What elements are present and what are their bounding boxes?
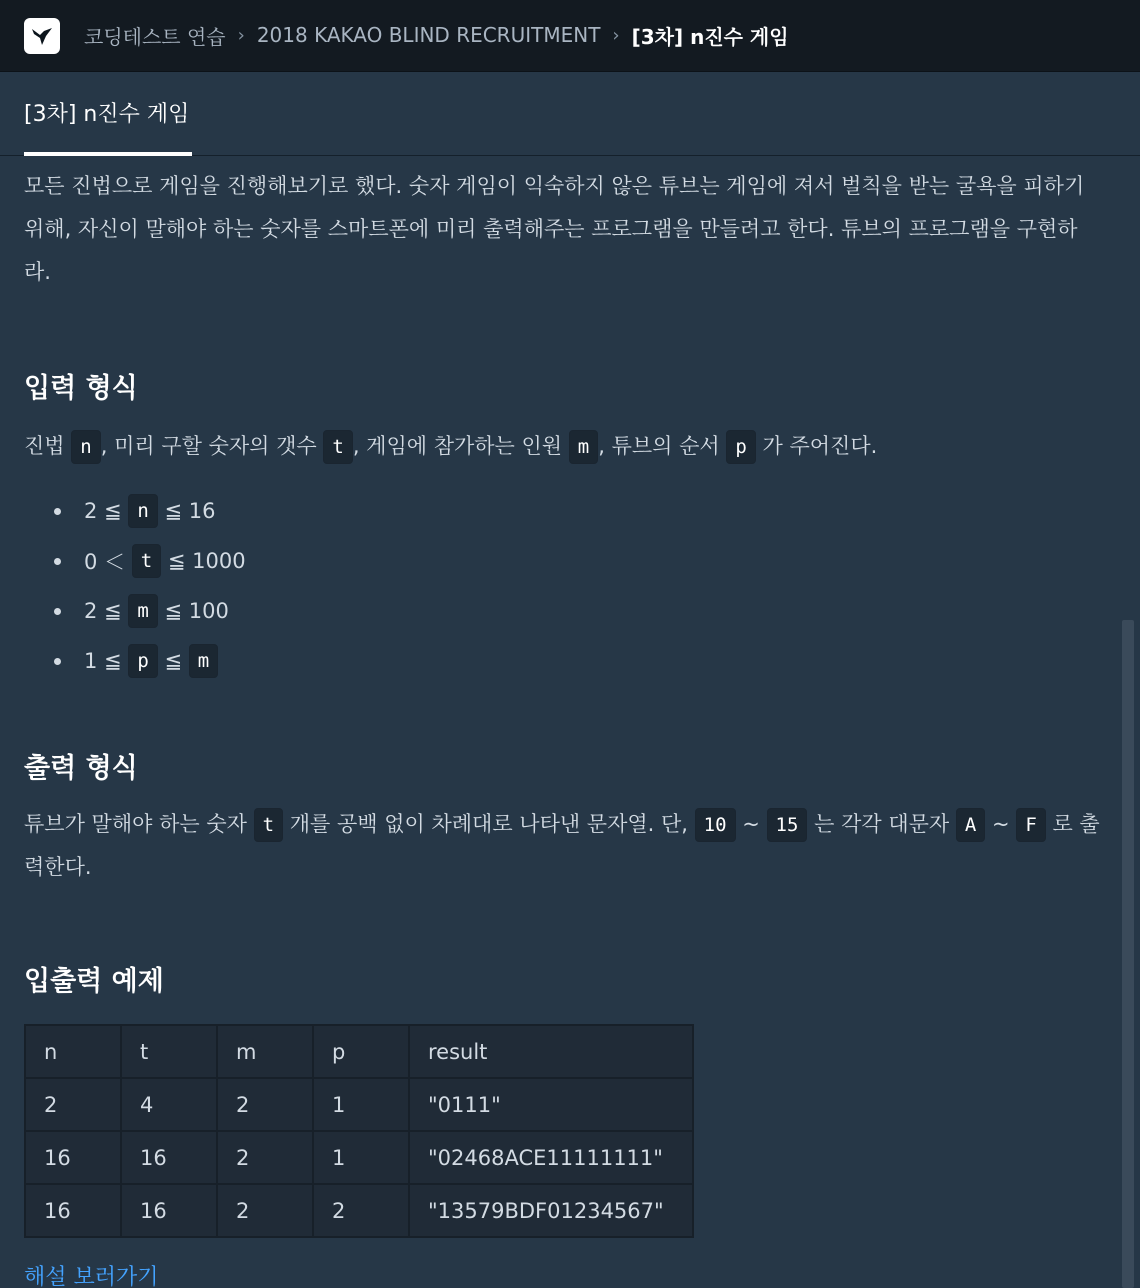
text: 로 출력한다. bbox=[24, 812, 1100, 879]
vertical-scrollbar[interactable] bbox=[1122, 620, 1134, 1288]
text: ~ bbox=[742, 812, 760, 836]
table-cell: 1 bbox=[313, 1131, 409, 1184]
list-item bbox=[24, 486, 1104, 536]
text: 개를 공백 없이 차례대로 나타낸 문자열. 단, bbox=[289, 812, 688, 836]
text: ≦ bbox=[164, 649, 183, 673]
code-m: m bbox=[189, 644, 218, 678]
code-t: t bbox=[132, 544, 161, 578]
text: ≦ 1000 bbox=[167, 549, 246, 573]
column-header: result bbox=[409, 1025, 693, 1078]
programmers-logo-icon[interactable] bbox=[24, 18, 60, 54]
column-header: t bbox=[121, 1025, 217, 1078]
table-cell: 2 bbox=[313, 1184, 409, 1237]
code-p: p bbox=[726, 430, 755, 464]
text: ~ bbox=[992, 812, 1010, 836]
table-cell: 16 bbox=[121, 1184, 217, 1237]
table-cell: 2 bbox=[217, 1078, 313, 1131]
output-format-description bbox=[24, 803, 1104, 889]
text: 1 ≦ bbox=[84, 649, 122, 673]
top-navigation-bar bbox=[0, 0, 1140, 72]
table-row bbox=[25, 1131, 693, 1184]
text: 진법 bbox=[24, 434, 65, 458]
breadcrumb bbox=[84, 0, 789, 70]
table-cell: 1 bbox=[313, 1078, 409, 1131]
problem-tab-bar bbox=[0, 72, 1140, 156]
code-n: n bbox=[128, 494, 157, 528]
examples-heading: 입출력 예제 bbox=[24, 966, 164, 997]
table-cell: "13579BDF01234567" bbox=[409, 1184, 693, 1237]
tab-problem[interactable]: [3차] n진수 게임 bbox=[24, 72, 192, 156]
table-cell: "02468ACE11111111" bbox=[409, 1131, 693, 1184]
text: 튜브가 말해야 하는 숫자 bbox=[24, 812, 247, 836]
list-item bbox=[24, 586, 1104, 636]
text: ≦ 16 bbox=[164, 499, 216, 523]
output-format-heading: 출력 형식 bbox=[24, 753, 138, 784]
breadcrumb-item-kakao[interactable]: 2018 KAKAO BLIND RECRUITMENT bbox=[256, 23, 601, 47]
table-cell: 2 bbox=[217, 1131, 313, 1184]
intro-paragraph: 모든 진법으로 게임을 진행해보기로 했다. 숫자 게임이 익숙하지 않은 튜브는 게임에 져서 벌칙을 받는 굴욕을 피하기 위해, 자신이 말해야 하는 숫자를 스마트폰에 미리 출력해주는 프로그램을 만들려고 한다. 튜브의 프로그램을 구현하라. bbox=[24, 174, 1085, 284]
chevron-right-icon: › bbox=[237, 24, 245, 46]
breadcrumb-item-coding-test[interactable]: 코딩테스트 연습 bbox=[84, 24, 226, 49]
problem-description bbox=[24, 156, 1104, 1288]
table-cell: 16 bbox=[25, 1131, 121, 1184]
code-p: p bbox=[128, 644, 157, 678]
text: 2 ≦ bbox=[84, 599, 122, 623]
code-F: F bbox=[1016, 808, 1045, 842]
text: , 미리 구할 숫자의 갯수 bbox=[100, 434, 317, 458]
text: ≦ 100 bbox=[164, 599, 229, 623]
breadcrumb-item-current: [3차] n진수 게임 bbox=[631, 24, 789, 49]
code-10: 10 bbox=[695, 808, 736, 842]
code-n: n bbox=[71, 430, 100, 464]
table-row bbox=[25, 1078, 693, 1131]
table-cell: "0111" bbox=[409, 1078, 693, 1131]
text: 는 각각 대문자 bbox=[814, 812, 950, 836]
chevron-right-icon: › bbox=[612, 24, 620, 46]
code-t: t bbox=[323, 430, 352, 464]
table-row bbox=[25, 1184, 693, 1237]
list-item bbox=[24, 536, 1104, 586]
code-A: A bbox=[956, 808, 985, 842]
examples-table bbox=[24, 1024, 694, 1238]
table-cell: 4 bbox=[121, 1078, 217, 1131]
text: 가 주어진다. bbox=[755, 434, 878, 458]
constraint-list bbox=[24, 486, 1104, 686]
list-item bbox=[24, 636, 1104, 686]
code-15: 15 bbox=[767, 808, 808, 842]
input-format-heading: 입력 형식 bbox=[24, 373, 138, 404]
solution-link[interactable]: 해설 보러가기 bbox=[24, 1265, 159, 1288]
solution-link-container bbox=[24, 1260, 1104, 1288]
table-cell: 16 bbox=[121, 1131, 217, 1184]
code-m: m bbox=[569, 430, 598, 464]
column-header: n bbox=[25, 1025, 121, 1078]
text: , 튜브의 순서 bbox=[598, 434, 720, 458]
text: 2 ≦ bbox=[84, 499, 122, 523]
input-format-description bbox=[24, 425, 1104, 468]
column-header: p bbox=[313, 1025, 409, 1078]
text: 0 ＜ bbox=[84, 550, 126, 574]
table-header-row bbox=[25, 1025, 693, 1078]
table-cell: 2 bbox=[217, 1184, 313, 1237]
code-m: m bbox=[128, 594, 157, 628]
table-cell: 2 bbox=[25, 1078, 121, 1131]
table-cell: 16 bbox=[25, 1184, 121, 1237]
column-header: m bbox=[217, 1025, 313, 1078]
code-t: t bbox=[254, 808, 283, 842]
text: , 게임에 참가하는 인원 bbox=[352, 434, 563, 458]
